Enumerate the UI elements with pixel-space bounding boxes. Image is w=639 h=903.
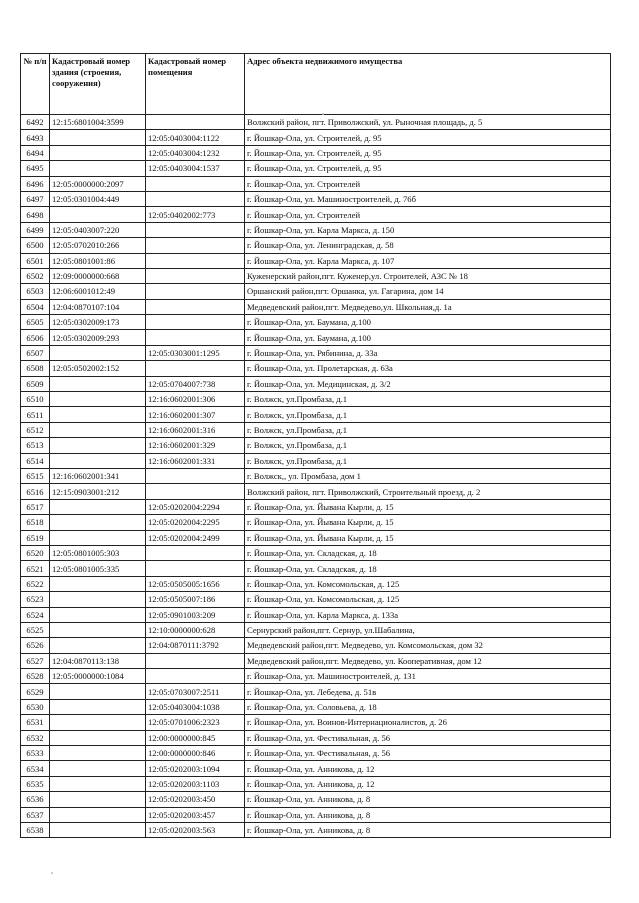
row-number: 6498: [21, 207, 50, 222]
table-row: [21, 822, 611, 837]
premises-cadastral-number: 12:16:0602001:307: [146, 407, 245, 422]
property-address: г. Йошкар-Ола, ул. Комсомольская, д. 125: [245, 576, 611, 591]
building-cadastral-number: [50, 499, 146, 514]
property-address: г. Йошкар-Ола, ул. Машиностроителей, д. 76б: [245, 191, 611, 206]
table-row: [21, 561, 611, 576]
property-address: г. Йошкар-Ола, ул. Анникова, д. 12: [245, 776, 611, 791]
row-number: 6527: [21, 653, 50, 668]
row-number: 6536: [21, 792, 50, 807]
premises-cadastral-number: [146, 669, 245, 684]
premises-cadastral-number: [146, 468, 245, 483]
row-number: 6497: [21, 191, 50, 206]
table-row: [21, 222, 611, 237]
table-row: [21, 299, 611, 314]
premises-cadastral-number: 12:05:0303001:1295: [146, 345, 245, 360]
table-row: [21, 422, 611, 437]
premises-cadastral-number: 12:16:0602001:331: [146, 453, 245, 468]
premises-cadastral-number: 12:05:0202003:1103: [146, 776, 245, 791]
property-address: г. Волжск, ул.Промбаза, д.1: [245, 422, 611, 437]
premises-cadastral-number: 12:05:0505007:186: [146, 592, 245, 607]
building-cadastral-number: 12:05:0000000:1084: [50, 669, 146, 684]
property-address: Волжский район, пгт. Приволжский, Строительный проезд, д. 2: [245, 484, 611, 499]
premises-cadastral-number: [146, 484, 245, 499]
property-address: Медведевский район,пгт. Медведево, ул. Кооперативная, дом 12: [245, 653, 611, 668]
premises-cadastral-number: [146, 176, 245, 191]
row-number: 6499: [21, 222, 50, 237]
building-cadastral-number: 12:04:0870107:104: [50, 299, 146, 314]
header-number: № п/п: [21, 54, 50, 115]
premises-cadastral-number: 12:05:0403004:1232: [146, 145, 245, 160]
table-row: [21, 176, 611, 191]
row-number: 6510: [21, 392, 50, 407]
row-number: 6511: [21, 407, 50, 422]
table-row: [21, 653, 611, 668]
property-address: г. Йошкар-Ола, ул. Пролетарская, д. 63а: [245, 361, 611, 376]
row-number: 6505: [21, 315, 50, 330]
building-cadastral-number: 12:15:6801004:3599: [50, 115, 146, 130]
header-address: Адрес объекта недвижимого имущества: [245, 54, 611, 115]
row-number: 6501: [21, 253, 50, 268]
table-row: [21, 315, 611, 330]
row-number: 6533: [21, 746, 50, 761]
table-row: [21, 622, 611, 637]
building-cadastral-number: [50, 407, 146, 422]
row-number: 6535: [21, 776, 50, 791]
header-row: [21, 54, 611, 115]
row-number: 6518: [21, 515, 50, 530]
building-cadastral-number: 12:05:0301004:449: [50, 191, 146, 206]
table-row: [21, 145, 611, 160]
table-row: [21, 253, 611, 268]
premises-cadastral-number: 12:05:0704007:738: [146, 376, 245, 391]
row-number: 6495: [21, 161, 50, 176]
table-row: [21, 684, 611, 699]
premises-cadastral-number: [146, 253, 245, 268]
property-address: г. Волжск, ул.Промбаза, д.1: [245, 453, 611, 468]
premises-cadastral-number: [146, 284, 245, 299]
row-number: 6519: [21, 530, 50, 545]
table-row: [21, 776, 611, 791]
property-address: г. Йошкар-Ола, ул. Машиностроителей, д. 131: [245, 669, 611, 684]
table-row: [21, 638, 611, 653]
row-number: 6524: [21, 607, 50, 622]
property-address: г. Йошкар-Ола, ул. Анникова, д. 8: [245, 792, 611, 807]
building-cadastral-number: 12:09:0000000:668: [50, 268, 146, 283]
table-row: [21, 484, 611, 499]
premises-cadastral-number: [146, 115, 245, 130]
row-number: 6531: [21, 715, 50, 730]
building-cadastral-number: [50, 592, 146, 607]
premises-cadastral-number: [146, 238, 245, 253]
table-row: [21, 130, 611, 145]
row-number: 6504: [21, 299, 50, 314]
row-number: 6493: [21, 130, 50, 145]
premises-cadastral-number: 12:05:0202004:2294: [146, 499, 245, 514]
table-row: [21, 407, 611, 422]
building-cadastral-number: [50, 376, 146, 391]
header-building-cadastral: Кадастровый номер здания (строения, сооружения): [50, 54, 146, 115]
property-address: Волжский район, пгт. Приволжский, ул. Рыночная площадь, д. 5: [245, 115, 611, 130]
premises-cadastral-number: 12:05:0703007:2511: [146, 684, 245, 699]
premises-cadastral-number: 12:05:0403004:1537: [146, 161, 245, 176]
table-row: [21, 115, 611, 130]
building-cadastral-number: [50, 715, 146, 730]
table-row: [21, 238, 611, 253]
property-address: г. Йошкар-Ола, ул. Карла Маркса, д. 150: [245, 222, 611, 237]
table-row: [21, 191, 611, 206]
property-address: г. Йошкар-Ола, ул. Баумана, д.100: [245, 330, 611, 345]
building-cadastral-number: 12:06:6001012:49: [50, 284, 146, 299]
row-number: 6494: [21, 145, 50, 160]
premises-cadastral-number: 12:16:0602001:306: [146, 392, 245, 407]
property-address: г. Йошкар-Ола, ул. Йывана Кырли, д. 15: [245, 515, 611, 530]
table-row: [21, 761, 611, 776]
table-row: [21, 592, 611, 607]
property-address: г. Йошкар-Ола, ул. Ленинградская, д. 58: [245, 238, 611, 253]
premises-cadastral-number: [146, 545, 245, 560]
property-address: г. Йошкар-Ола, ул. Медицинская, д. 3/2: [245, 376, 611, 391]
row-number: 6509: [21, 376, 50, 391]
building-cadastral-number: 12:05:0000000:2097: [50, 176, 146, 191]
building-cadastral-number: [50, 638, 146, 653]
premises-cadastral-number: 12:05:0402002:773: [146, 207, 245, 222]
premises-cadastral-number: 12:05:0202003:563: [146, 822, 245, 837]
property-address: г. Волжск, ул.Промбаза, д.1: [245, 392, 611, 407]
building-cadastral-number: [50, 515, 146, 530]
premises-cadastral-number: 12:05:0505005:1656: [146, 576, 245, 591]
building-cadastral-number: [50, 776, 146, 791]
row-number: 6532: [21, 730, 50, 745]
table-row: [21, 807, 611, 822]
premises-cadastral-number: [146, 268, 245, 283]
table-row: [21, 468, 611, 483]
property-address: Оршанский район,пгт. Оршанка, ул. Гагарина, дом 14: [245, 284, 611, 299]
row-number: 6512: [21, 422, 50, 437]
table-row: [21, 392, 611, 407]
building-cadastral-number: 12:15:0903001:212: [50, 484, 146, 499]
premises-cadastral-number: 12:05:0202004:2295: [146, 515, 245, 530]
property-address: г. Йошкар-Ола, ул. Строителей, д. 95: [245, 130, 611, 145]
building-cadastral-number: [50, 684, 146, 699]
premises-cadastral-number: [146, 222, 245, 237]
property-address: Сернурский район,пгт. Сернур, ул.Шабалина,: [245, 622, 611, 637]
table-row: [21, 699, 611, 714]
building-cadastral-number: 12:16:0602001:341: [50, 468, 146, 483]
scan-speck: [322, 113, 324, 115]
property-address: г. Йошкар-Ола, ул. Фестивальная, д. 56: [245, 746, 611, 761]
premises-cadastral-number: 12:00:0000000:845: [146, 730, 245, 745]
table-row: [21, 330, 611, 345]
premises-cadastral-number: [146, 315, 245, 330]
row-number: 6521: [21, 561, 50, 576]
row-number: 6513: [21, 438, 50, 453]
row-number: 6500: [21, 238, 50, 253]
building-cadastral-number: 12:04:0870113:138: [50, 653, 146, 668]
row-number: 6516: [21, 484, 50, 499]
table-header: [21, 54, 611, 115]
premises-cadastral-number: 12:05:0901003:209: [146, 607, 245, 622]
row-number: 6526: [21, 638, 50, 653]
building-cadastral-number: [50, 730, 146, 745]
building-cadastral-number: 12:05:0801005:335: [50, 561, 146, 576]
scan-speck: [51, 872, 53, 874]
property-address: г. Йошкар-Ола, ул. Строителей, д. 95: [245, 161, 611, 176]
property-address: г. Волжск,, ул. Промбаза, дом 1: [245, 468, 611, 483]
property-address: г. Йошкар-Ола, ул. Строителей, д. 95: [245, 145, 611, 160]
premises-cadastral-number: 12:05:0403004:1038: [146, 699, 245, 714]
property-address: г. Волжск, ул.Промбаза, д.1: [245, 438, 611, 453]
table-row: [21, 576, 611, 591]
table-row: [21, 284, 611, 299]
table-row: [21, 207, 611, 222]
property-address: г. Йошкар-Ола, ул. Анникова, д. 8: [245, 807, 611, 822]
property-address: г. Йошкар-Ола, ул. Складская, д. 18: [245, 561, 611, 576]
row-number: 6538: [21, 822, 50, 837]
property-address: г. Йошкар-Ола, ул. Комсомольская, д. 125: [245, 592, 611, 607]
row-number: 6517: [21, 499, 50, 514]
property-address: г. Йошкар-Ола, ул. Карла Маркса, д. 133а: [245, 607, 611, 622]
building-cadastral-number: 12:05:0801005:303: [50, 545, 146, 560]
property-address: г. Йошкар-Ола, ул. Баумана, д.100: [245, 315, 611, 330]
building-cadastral-number: [50, 161, 146, 176]
premises-cadastral-number: 12:05:0202004:2499: [146, 530, 245, 545]
row-number: 6529: [21, 684, 50, 699]
building-cadastral-number: [50, 807, 146, 822]
row-number: 6508: [21, 361, 50, 376]
premises-cadastral-number: [146, 299, 245, 314]
building-cadastral-number: [50, 622, 146, 637]
premises-cadastral-number: [146, 653, 245, 668]
table-row: [21, 515, 611, 530]
building-cadastral-number: [50, 207, 146, 222]
premises-cadastral-number: 12:05:0701006:2323: [146, 715, 245, 730]
row-number: 6514: [21, 453, 50, 468]
building-cadastral-number: [50, 607, 146, 622]
header-premises-cadastral: Кадастровый номер помещения: [146, 54, 245, 115]
premises-cadastral-number: 12:10:0000000:628: [146, 622, 245, 637]
property-address: г. Йошкар-Ола, ул. Карла Маркса, д. 107: [245, 253, 611, 268]
building-cadastral-number: [50, 345, 146, 360]
building-cadastral-number: [50, 438, 146, 453]
property-address: г. Йошкар-Ола, ул. Анникова, д. 8: [245, 822, 611, 837]
row-number: 6515: [21, 468, 50, 483]
property-address: г. Йошкар-Ола, ул. Рябинина, д. 33а: [245, 345, 611, 360]
table-body: [21, 115, 611, 838]
table-row: [21, 746, 611, 761]
building-cadastral-number: 12:05:0801001:86: [50, 253, 146, 268]
table-row: [21, 792, 611, 807]
building-cadastral-number: [50, 422, 146, 437]
table-row: [21, 438, 611, 453]
premises-cadastral-number: 12:04:0870111:3792: [146, 638, 245, 653]
table-row: [21, 361, 611, 376]
premises-cadastral-number: 12:16:0602001:329: [146, 438, 245, 453]
table-row: [21, 730, 611, 745]
row-number: 6537: [21, 807, 50, 822]
row-number: 6530: [21, 699, 50, 714]
table-row: [21, 376, 611, 391]
table-row: [21, 453, 611, 468]
property-address: г. Йошкар-Ола, ул. Складская, д. 18: [245, 545, 611, 560]
building-cadastral-number: [50, 746, 146, 761]
property-address: г. Йошкар-Ола, ул. Воинов-Интернационалистов, д. 26: [245, 715, 611, 730]
building-cadastral-number: [50, 453, 146, 468]
property-address: Медведевский район,пгт. Медведево,ул. Школьная,д. 1а: [245, 299, 611, 314]
property-address: г. Йошкар-Ола, ул. Йывана Кырли, д. 15: [245, 530, 611, 545]
premises-cadastral-number: 12:05:0202003:1094: [146, 761, 245, 776]
building-cadastral-number: [50, 392, 146, 407]
property-address: г. Йошкар-Ола, ул. Анникова, д. 12: [245, 761, 611, 776]
table-row: [21, 607, 611, 622]
row-number: 6503: [21, 284, 50, 299]
row-number: 6492: [21, 115, 50, 130]
table-row: [21, 161, 611, 176]
premises-cadastral-number: 12:05:0202003:457: [146, 807, 245, 822]
row-number: 6523: [21, 592, 50, 607]
premises-cadastral-number: [146, 561, 245, 576]
building-cadastral-number: 12:05:0702010:266: [50, 238, 146, 253]
property-address: г. Йошкар-Ола, ул. Строителей: [245, 176, 611, 191]
premises-cadastral-number: 12:00:0000000:846: [146, 746, 245, 761]
row-number: 6534: [21, 761, 50, 776]
building-cadastral-number: 12:05:0502002:152: [50, 361, 146, 376]
table-row: [21, 499, 611, 514]
row-number: 6525: [21, 622, 50, 637]
property-address: г. Йошкар-Ола, ул. Соловьева, д. 18: [245, 699, 611, 714]
table-row: [21, 715, 611, 730]
building-cadastral-number: [50, 761, 146, 776]
row-number: 6506: [21, 330, 50, 345]
property-address: Куженерский район,пгт. Куженер,ул. Строителей, АЗС № 18: [245, 268, 611, 283]
table-row: [21, 268, 611, 283]
property-address: г. Волжск, ул.Промбаза, д.1: [245, 407, 611, 422]
table-row: [21, 545, 611, 560]
premises-cadastral-number: 12:05:0202003:450: [146, 792, 245, 807]
property-address: Медведевский район,пгт. Медведево, ул. Комсомольская, дом 32: [245, 638, 611, 653]
row-number: 6528: [21, 669, 50, 684]
building-cadastral-number: [50, 699, 146, 714]
premises-cadastral-number: [146, 330, 245, 345]
row-number: 6507: [21, 345, 50, 360]
building-cadastral-number: [50, 576, 146, 591]
table-row: [21, 669, 611, 684]
row-number: 6522: [21, 576, 50, 591]
property-address: г. Йошкар-Ола, ул. Лебедева, д. 51в: [245, 684, 611, 699]
table-row: [21, 530, 611, 545]
property-address: г. Йошкар-Ола, ул. Йывана Кырли, д. 15: [245, 499, 611, 514]
property-registry-table: [20, 53, 611, 838]
building-cadastral-number: [50, 130, 146, 145]
property-address: г. Йошкар-Ола, ул. Строителей: [245, 207, 611, 222]
building-cadastral-number: [50, 792, 146, 807]
row-number: 6496: [21, 176, 50, 191]
table-row: [21, 345, 611, 360]
building-cadastral-number: 12:05:0403007:220: [50, 222, 146, 237]
building-cadastral-number: [50, 145, 146, 160]
building-cadastral-number: 12:05:0302009:293: [50, 330, 146, 345]
premises-cadastral-number: 12:05:0403004:1122: [146, 130, 245, 145]
property-address: г. Йошкар-Ола, ул. Фестивальная, д. 56: [245, 730, 611, 745]
premises-cadastral-number: [146, 361, 245, 376]
premises-cadastral-number: [146, 191, 245, 206]
building-cadastral-number: [50, 530, 146, 545]
row-number: 6502: [21, 268, 50, 283]
building-cadastral-number: 12:05:0302009:173: [50, 315, 146, 330]
row-number: 6520: [21, 545, 50, 560]
building-cadastral-number: [50, 822, 146, 837]
premises-cadastral-number: 12:16:0602001:316: [146, 422, 245, 437]
